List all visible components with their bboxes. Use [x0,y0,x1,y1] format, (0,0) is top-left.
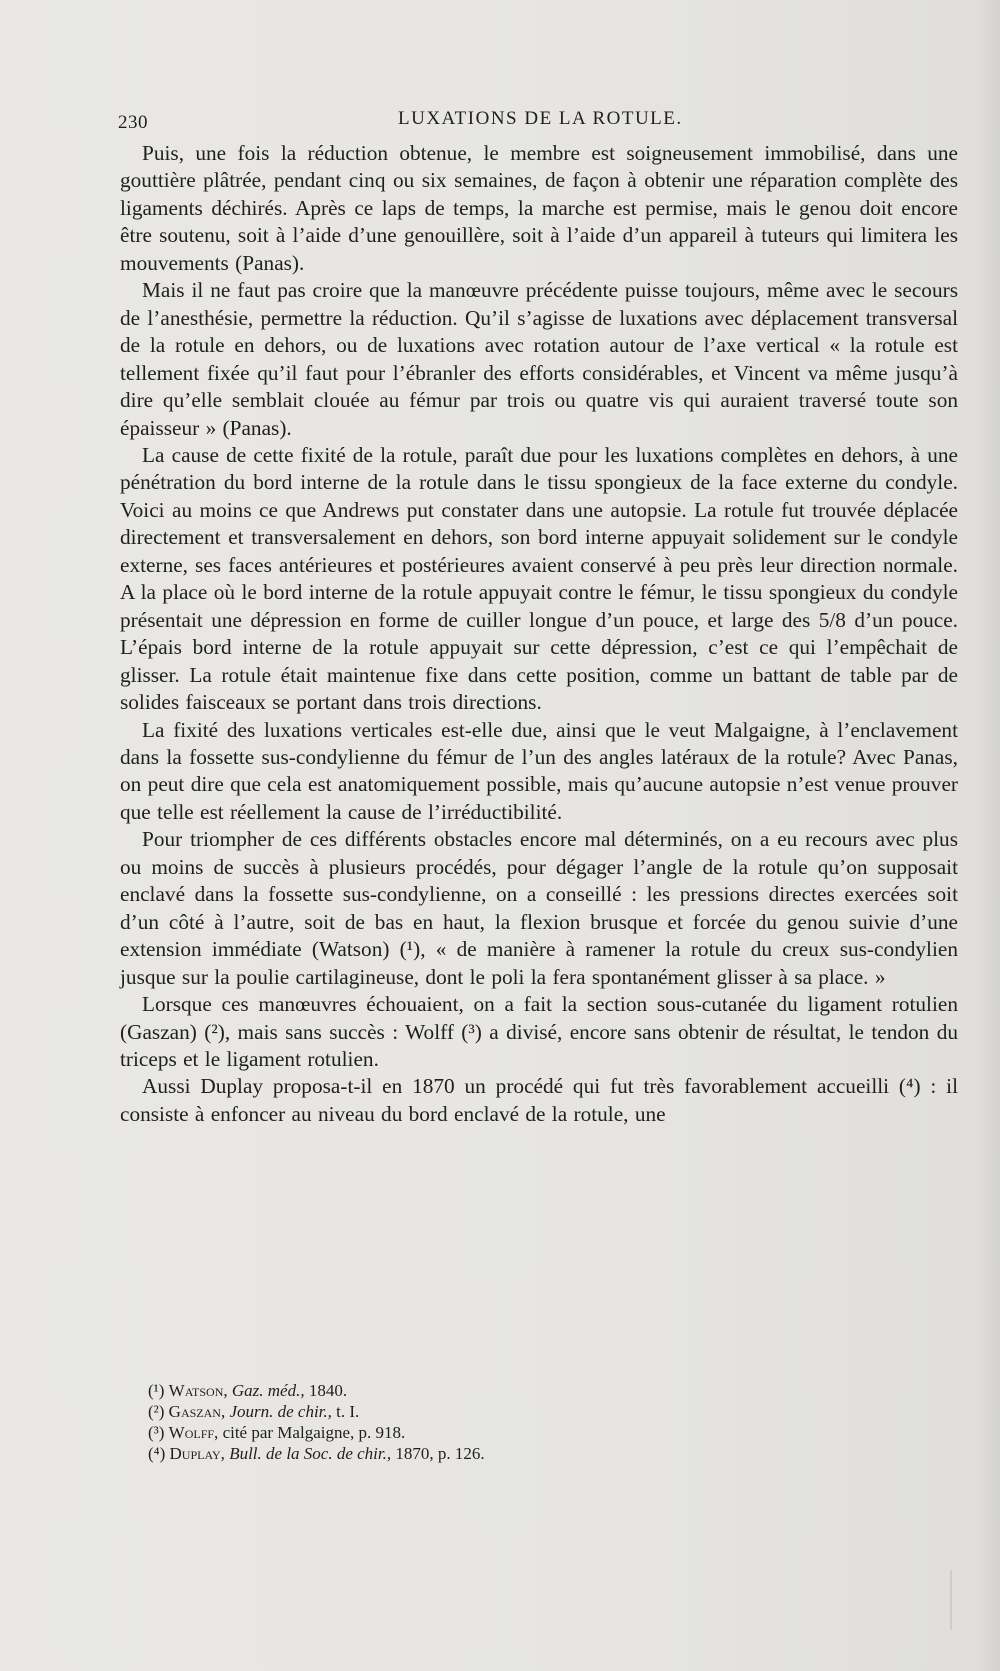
paragraph: Puis, une fois la réduction obtenue, le membre est soigneusement immobilisé, dans une gouttière plâtrée, pendant cinq ou six semaines, de façon à obtenir une réparation complète des ligaments déchirés. Après ce laps de temps, la marche est permise, mais le genou doit encore être soutenu, soit à l’aide d’une genouillère, soit à l’aide d’un appareil à tuteurs qui limitera les mouvements (Panas). [120,141,958,275]
footnote-work: Bull. de la Soc. de chir., [229,1444,392,1463]
footnote [148,1443,848,1464]
footnote-mark: (²) [148,1402,165,1421]
footnote-author: Gaszan, [168,1402,226,1421]
footnote-author: Watson, [168,1381,228,1400]
paragraph: Mais il ne faut pas croire que la manœuvre précédente puisse toujours, même avec le secours de l’anesthésie, permettre la réduction. Qu’il s’agisse de luxations avec déplacement transversal de la rotule en dehors, ou de luxations avec rotation autour de l’axe vertical « la rotule est tellement fixée qu’il faut pour l’ébranler des efforts considérables, et Vincent va même jusqu’à dire qu’elle semblait clouée au fémur par trois ou quatre vis qui auraient traversé toute son épaisseur » (Panas). [120,278,958,440]
paragraph: Aussi Duplay proposa-t-il en 1870 un procédé qui fut très favorablement accueilli (⁴) : il consiste à enfoncer au niveau du bord enclavé de la rotule, une [120,1074,958,1126]
footnote [148,1401,848,1422]
page-gutter-shadow [978,0,1000,1671]
body-text [120,140,958,1128]
page-number: 230 [118,112,148,133]
footnote [148,1422,848,1443]
footnote [148,1380,848,1401]
footnote-mark: (³) [148,1423,165,1442]
running-title: LUXATIONS DE LA ROTULE. [398,108,683,129]
margin-mark [950,1570,952,1630]
footnote-detail: 1870, p. 126. [395,1444,485,1463]
footnote-author: Wolff, [168,1423,219,1442]
footnote-detail: 1840. [308,1381,348,1400]
footnote-work: Journ. de chir., [229,1402,332,1421]
footnote-mark: (¹) [148,1381,165,1400]
footnote-detail: t. I. [336,1402,360,1421]
page-header [118,108,924,138]
paragraph: Lorsque ces manœuvres échouaient, on a fait la section sous-cutanée du ligament rotulien (Gaszan) (²), mais sans succès : Wolff (³) a divisé, encore sans obtenir de résultat, le tendon du triceps et le ligament rotulien. [120,992,958,1071]
paragraph: Pour triompher de ces différents obstacles encore mal déterminés, on a eu recours avec plus ou moins de succès à plusieurs procédés, pour dégager l’angle de la rotule qu’on supposait enclavé dans la fossette sus-condylienne, on a conseillé : les pressions directes exercées soit d’un côté à l’autre, soit de bas en haut, la flexion brusque et forcée du genou suivie d’une extension immédiate (Watson) (¹), « de manière à ramener la rotule du creux sus-condylien jusque sur la poulie cartilagineuse, dont le poli la fera spontanément glisser à sa place. » [120,827,958,989]
footnote-detail: cité par Malgaigne, p. 918. [222,1423,406,1442]
footnotes [148,1380,848,1464]
paragraph: La fixité des luxations verticales est-elle due, ainsi que le veut Malgaigne, à l’enclavement dans la fossette sus-condylienne du fémur de l’un des angles latéraux de la rotule? Avec Panas, on peut dire que cela est anatomiquement possible, mais qu’aucune autopsie n’est venue prouver que telle est réellement la cause de l’irréductibilité. [120,717,958,824]
footnote-work: Gaz. méd., [231,1381,305,1400]
footnote-mark: (⁴) [148,1444,166,1463]
paragraph: La cause de cette fixité de la rotule, paraît due pour les luxations complètes en dehors, à une pénétration du bord interne de la rotule dans le tissu spongieux de la face externe du condyle. Voici au moins ce que Andrews put constater dans une autopsie. La rotule fut trouvée déplacée directement et transversalement en dehors, son bord interne appuyait solidement sur le condyle externe, ses faces antérieures et postérieures avaient conservé à peu près leur direction normale. A la place où le bord interne de la rotule appuyait contre le fémur, le tissu spongieux du condyle présentait une dépression en forme de cuiller longue d’un pouce, et large des 5/8 d’un pouce. L’épais bord interne de la rotule appuyait sur cette dépression, c’est ce qui l’empêchait de glisser. La rotule était maintenue fixe dans cette position, comme un battant de table par de solides faisceaux se portant dans trois directions. [120,442,958,715]
footnote-author: Duplay, [169,1444,225,1463]
